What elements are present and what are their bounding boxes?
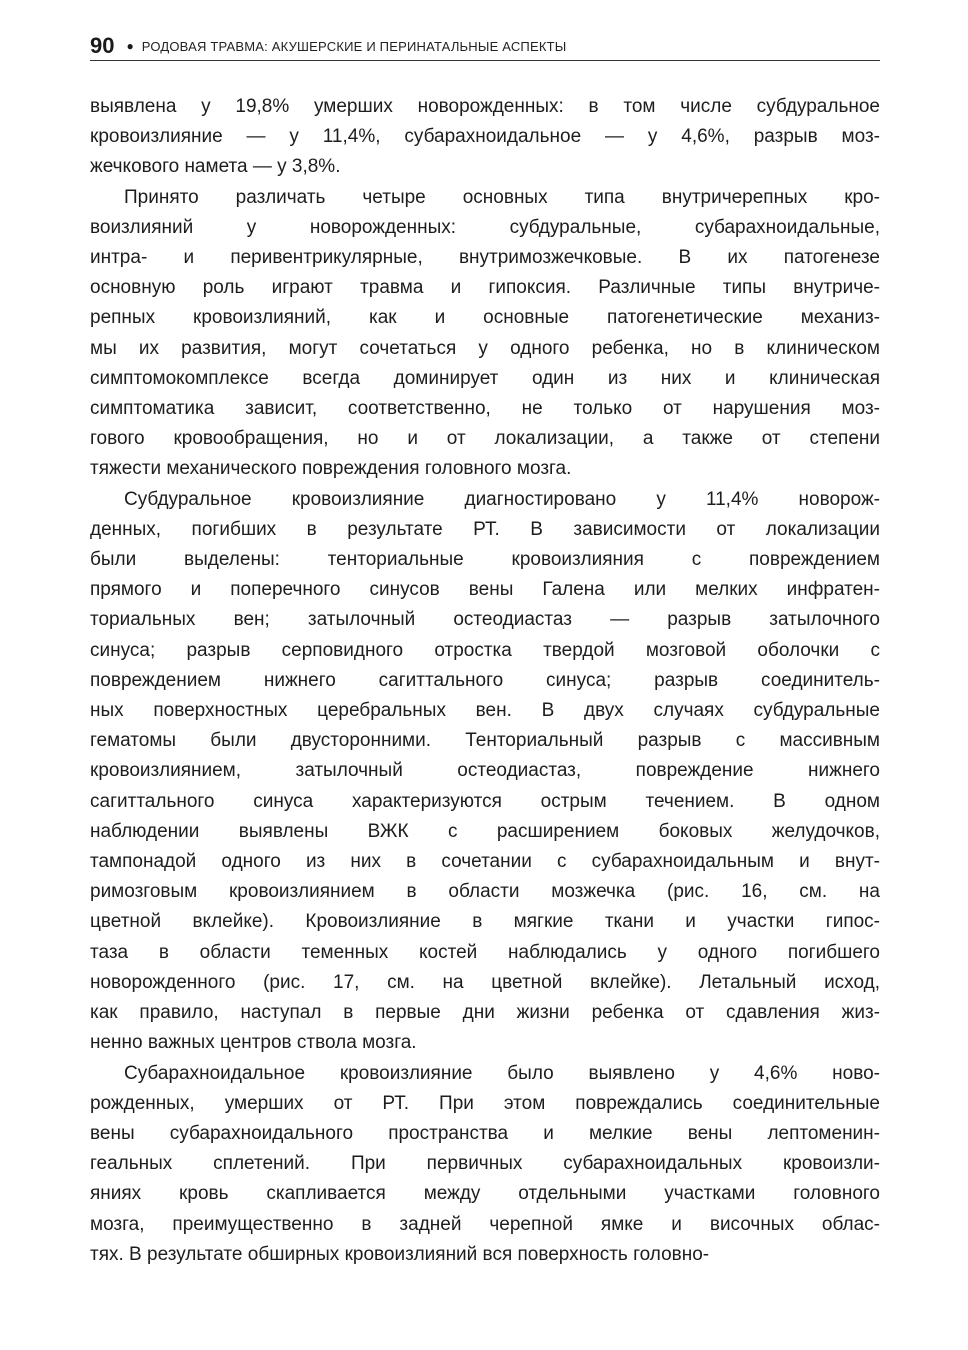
paragraph: [90, 1059, 880, 1270]
text-line: синуса; разрыв серповидного отростка твердой мозговой оболочки с: [90, 639, 880, 661]
text-line: репных кровоизлияний, как и основные патогенетические механиз-: [90, 307, 880, 329]
text-line: ториальных вен; затылочный остеодиастаз — разрыв затылочного: [90, 609, 880, 631]
text-line: кровоизлияние — у 11,4%, субарахноидальное — у 4,6%, разрыв моз-: [90, 126, 880, 148]
page-header: [90, 32, 878, 60]
text-line: тяжести механического повреждения головного мозга.: [90, 458, 572, 480]
text-line: таза в области теменных костей наблюдались у одного погибшего: [90, 941, 880, 963]
header-divider: [90, 60, 880, 61]
bullet-icon: ●: [126, 39, 134, 53]
text-line: жечкового намета — у 3,8%.: [90, 156, 341, 178]
text-line: воизлияний у новорожденных: субдуральные, субарахноидальные,: [90, 216, 880, 238]
text-line: основную роль играют травма и гипоксия. Различные типы внутриче-: [90, 277, 880, 299]
text-line: Субарахноидальное кровоизлияние было выявлено у 4,6% ново-: [124, 1062, 880, 1084]
running-title: РОДОВАЯ ТРАВМА: АКУШЕРСКИЕ И ПЕРИНАТАЛЬНЫЕ АСПЕКТЫ: [141, 38, 567, 54]
text-line: новорожденного (рис. 17, см. на цветной вклейке). Летальный исход,: [90, 971, 880, 993]
text-line: как правило, наступал в первые дни жизни ребенка от сдавления жиз-: [90, 1002, 880, 1024]
text-line: цветной вклейке). Кровоизлияние в мягкие ткани и участки гипос-: [90, 911, 880, 933]
text-line: гематомы были двусторонними. Тенториальный разрыв с массивным: [90, 730, 880, 752]
body-text: [90, 92, 880, 1270]
text-line: симптоматика зависит, соответственно, не только от нарушения моз-: [90, 398, 880, 420]
text-line: Принято различать четыре основных типа внутричерепных кро-: [124, 186, 880, 208]
text-line: тях. В результате обширных кровоизлияний вся поверхность головно-: [90, 1243, 710, 1265]
text-line: рожденных, умерших от РТ. При этом повреждались соединительные: [90, 1092, 880, 1114]
text-line: кровоизлиянием, затылочный остеодиастаз, повреждение нижнего: [90, 760, 880, 782]
text-line: ненно важных центров ствола мозга.: [90, 1032, 417, 1054]
text-line: яниях кровь скапливается между отдельными участками головного: [90, 1183, 880, 1205]
paragraph: [90, 183, 880, 485]
text-line: римозговым кровоизлиянием в области мозжечка (рис. 16, см. на: [90, 881, 880, 903]
paragraph: [90, 92, 880, 183]
text-line: ных поверхностных церебральных вен. В двух случаях субдуральные: [90, 700, 880, 722]
text-line: прямого и поперечного синусов вены Галена или мелких инфратен-: [90, 579, 880, 601]
text-line: геальных сплетений. При первичных субарахноидальных кровоизли-: [90, 1153, 880, 1175]
text-line: тампонадой одного из них в сочетании с субарахноидальным и внут-: [90, 851, 880, 873]
text-line: мы их развития, могут сочетаться у одного ребенка, но в клиническом: [90, 337, 880, 359]
paragraph: [90, 485, 880, 1059]
text-line: повреждением нижнего сагиттального синуса; разрыв соединитель-: [90, 669, 880, 691]
text-line: денных, погибших в результате РТ. В зависимости от локализации: [90, 518, 880, 540]
text-line: были выделены: тенториальные кровоизлияния с повреждением: [90, 549, 880, 571]
text-line: гового кровообращения, но и от локализации, а также от степени: [90, 428, 880, 450]
text-line: интра- и перивентрикулярные, внутримозжечковые. В их патогенезе: [90, 247, 880, 269]
text-line: вены субарахноидального пространства и мелкие вены лептоменин-: [90, 1122, 880, 1144]
text-line: симптомокомплексе всегда доминирует один из них и клиническая: [90, 367, 880, 389]
page-number: 90: [90, 33, 115, 58]
text-line: сагиттального синуса характеризуются острым течением. В одном: [90, 790, 880, 812]
text-line: наблюдении выявлены ВЖК с расширением боковых желудочков,: [90, 820, 880, 842]
text-line: выявлена у 19,8% умерших новорожденных: в том числе субдуральное: [90, 96, 880, 117]
text-line: мозга, преимущественно в задней черепной ямке и височных облас-: [90, 1213, 880, 1235]
text-line: Субдуральное кровоизлияние диагностировано у 11,4% новорож-: [124, 488, 880, 510]
